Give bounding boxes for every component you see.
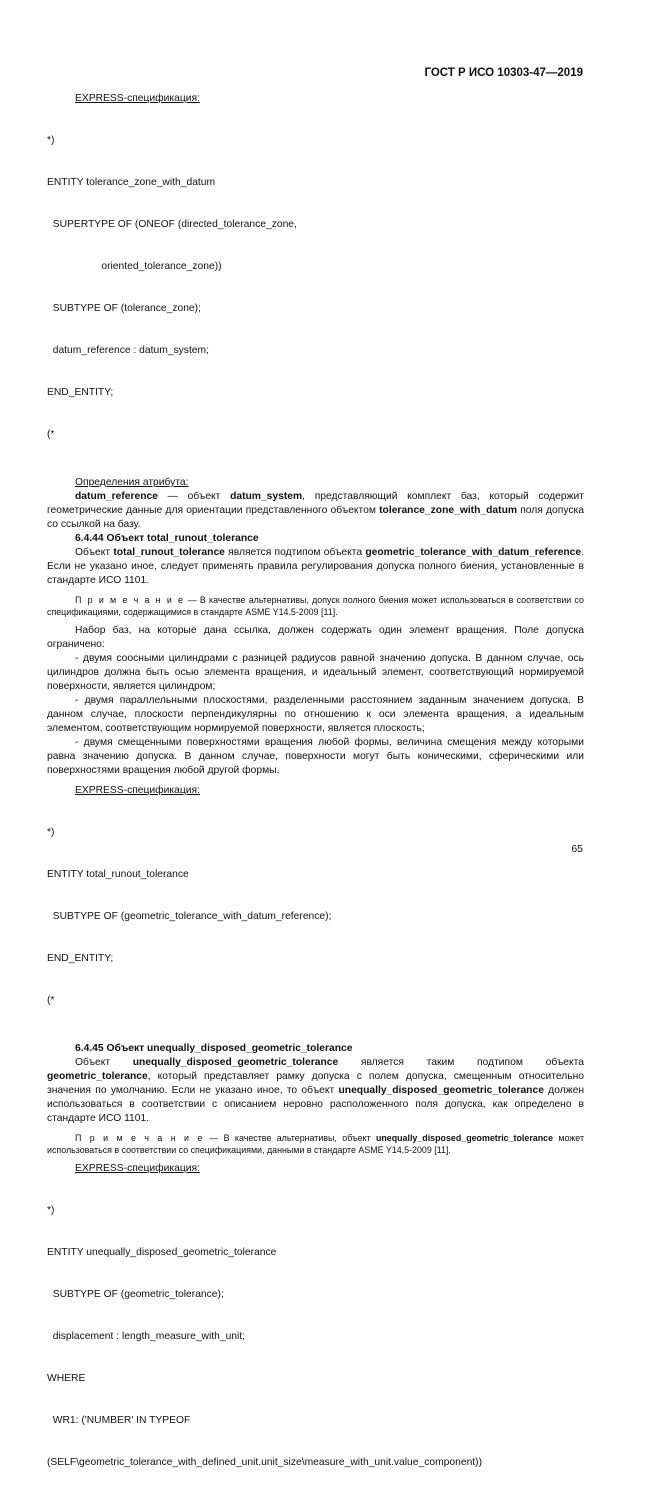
term: datum_reference: [75, 491, 158, 502]
express-code-2: [47, 798, 584, 1036]
code-line: oriented_tolerance_zone)): [47, 261, 222, 272]
text: . Если не указано иное, следует применять правила регулирования допуска полного биения, установленные в стандарте ИСО 1101.: [47, 547, 584, 586]
code-line: (SELF\geometric_tolerance_with_defined_unit.unit_size\measure_with_unit.value_component)): [47, 1457, 483, 1468]
text: является подтипом объекта: [224, 547, 366, 558]
term: unequally_disposed_geometric_tolerance: [375, 1133, 554, 1143]
attr-defs-label: Определения атрибута:: [75, 477, 189, 488]
paragraph: Набор баз, на которые дана ссылка, должен содержать один элемент вращения. Поле допуска ограничено:: [47, 625, 584, 650]
note: [47, 1132, 584, 1156]
term: geometric_tolerance: [47, 1071, 148, 1082]
term: geometric_tolerance_with_datum_reference: [365, 547, 582, 558]
text: Объект: [75, 1057, 133, 1068]
code-line: (*: [47, 429, 55, 440]
express-label-3: EXPRESS-спецификация:: [75, 1163, 200, 1174]
code-line: datum_reference : datum_system;: [47, 345, 209, 356]
paragraph: [47, 546, 584, 588]
term: unequally_disposed_geometric_tolerance: [132, 1057, 339, 1068]
list-item: - двумя смещенными поверхностями вращения любой формы, величина смещения между которыми равна значению допуска. В данном случае, поверхности могут быть коническими, сферическими или поверхностями вращения любой другой формы.: [47, 737, 584, 776]
document-header: ГОСТ Р ИСО 10303-47—2019: [424, 67, 583, 79]
term: datum_system: [230, 491, 303, 502]
code-line: *): [47, 827, 55, 838]
note-label: П р и м е ч а н и е: [75, 1133, 204, 1143]
code-line: SUBTYPE OF (geometric_tolerance_with_datum_reference);: [47, 911, 332, 922]
code-line: displacement : length_measure_with_unit;: [47, 1331, 246, 1342]
note-label: П р и м е ч а н и е: [75, 595, 185, 605]
list-item: - двумя параллельными плоскостями, разделенными расстоянием заданным значением допуска. В данном случае, плоскости перпендикулярны по отношению к оси элемента вращения, а идеальным элементом, соответствующим нормируемой поверхности, является плоскость;: [47, 695, 584, 734]
term: tolerance_zone_with_datum: [379, 505, 518, 516]
express-label-1: EXPRESS-спецификация:: [75, 93, 200, 104]
code-line: ENTITY tolerance_zone_with_datum: [47, 177, 216, 188]
attr-def-datum-reference: [47, 490, 584, 532]
section-heading-6-4-44: 6.4.44 Объект total_runout_tolerance: [75, 533, 259, 544]
note-text: может использоваться в соответствии со спецификациями, данными в стандарте ASME Y14.5-2009 [11].: [47, 1133, 585, 1155]
list-item: - двумя соосными цилиндрами с разницей радиусов равной значению допуска. В данном случае, ось цилиндров должна быть осью элемента вращения, и идеальный элемент, соответствующий нормируемой поверхности, является цилиндром;: [47, 653, 584, 692]
text: является таким подтипом объекта: [338, 1057, 584, 1068]
code-line: *): [47, 135, 55, 146]
code-line: END_ENTITY;: [47, 953, 114, 964]
term: total_runout_tolerance: [113, 547, 225, 558]
section-heading-6-4-45: 6.4.45 Объект unequally_disposed_geometric_tolerance: [75, 1043, 353, 1054]
code-line: SUBTYPE OF (geometric_tolerance);: [47, 1289, 224, 1300]
code-line: WHERE: [47, 1373, 86, 1384]
text: , представляющий комплект баз, который содержит геометрические данные для ориентации представленного объектом: [47, 491, 584, 516]
express-code-1: [47, 106, 584, 470]
page-content: [47, 92, 584, 1498]
text: Объект: [75, 547, 114, 558]
text: — объект: [157, 491, 231, 502]
code-line: END_ENTITY;: [47, 387, 114, 398]
code-line: (*: [47, 995, 55, 1006]
code-line: ENTITY total_runout_tolerance: [47, 869, 189, 880]
code-line: ENTITY unequally_disposed_geometric_tolerance: [47, 1247, 277, 1258]
code-line: SUPERTYPE OF (ONEOF (directed_tolerance_zone,: [47, 219, 297, 230]
code-line: WR1: ('NUMBER' IN TYPEOF: [47, 1415, 191, 1426]
express-code-3: [47, 1176, 584, 1498]
code-line: SUBTYPE OF (tolerance_zone);: [47, 303, 201, 314]
note-text: — В качестве альтернативы, объект: [203, 1133, 376, 1143]
paragraph: [47, 1056, 584, 1126]
code-line: *): [47, 1205, 55, 1216]
note: [47, 594, 584, 618]
note-text: — В качестве альтернативы, допуск полного биения может использоваться в соответствии со спецификациями, содержащимися в стандарте ASME Y14.5-2009 [11].: [47, 595, 584, 617]
text: должен использоваться в соответствии с описанием неровно расположенного поля допуска, как определено в стандарте ИСО 1101.: [47, 1085, 585, 1124]
page-number: 65: [571, 843, 583, 855]
term: unequally_disposed_geometric_tolerance: [338, 1085, 544, 1096]
text: , который представляет рамку допуска с полем допуска, смещенным относительно значения по умолчанию. Если не указано иное, то объект: [47, 1071, 584, 1096]
text: поля допуска со ссылкой на базу.: [47, 505, 584, 530]
express-label-2: EXPRESS-спецификация:: [75, 785, 200, 796]
